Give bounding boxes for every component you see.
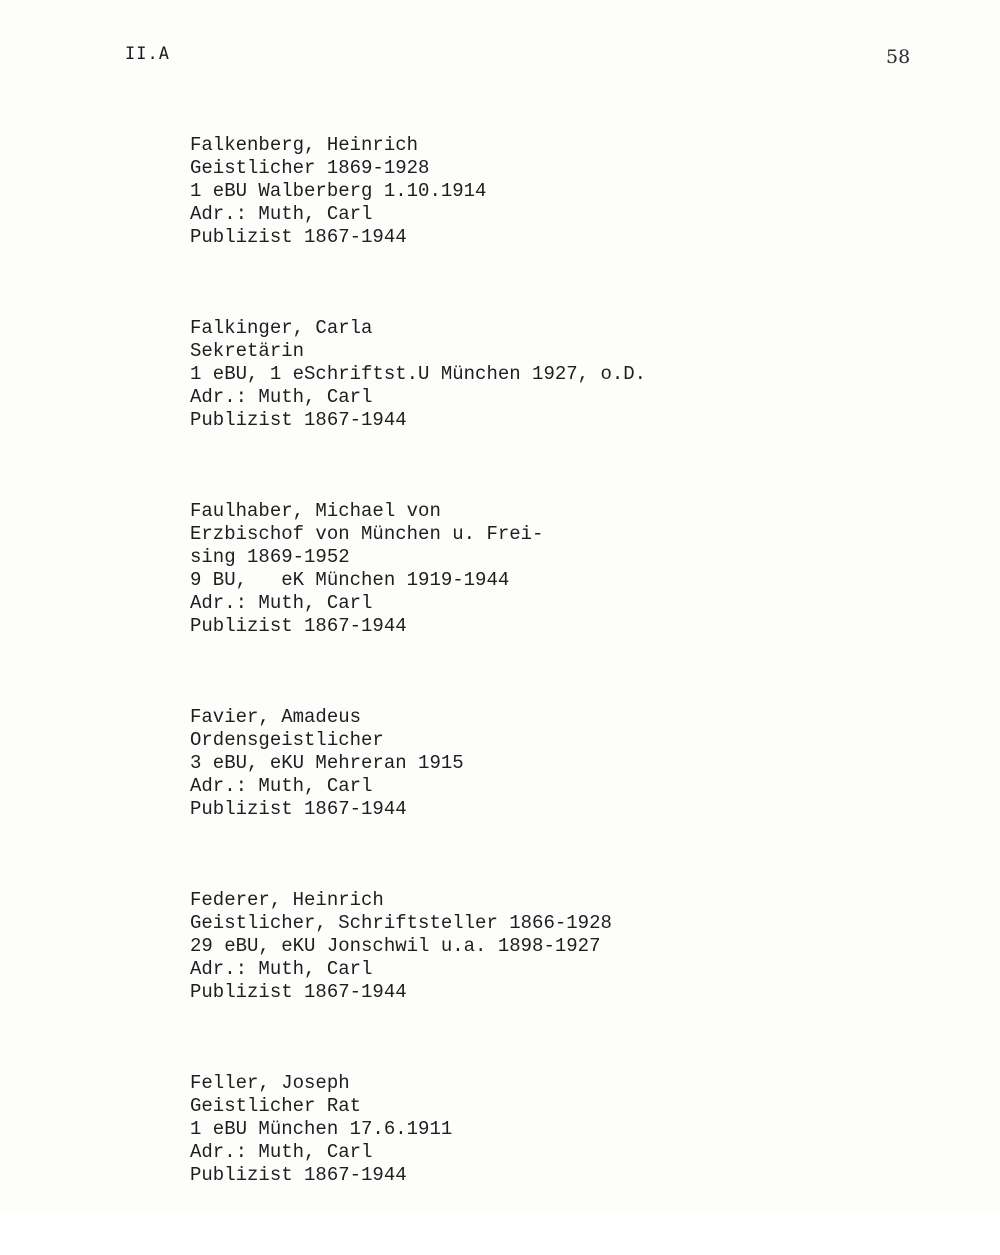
entry-role: Ordensgeistlicher: [190, 729, 384, 751]
entry-addressee-info: Publizist 1867-1944: [190, 1164, 407, 1186]
entry-holdings: 1 eBU München 17.6.1911: [190, 1118, 453, 1140]
entry-addressee: Adr.: Muth, Carl: [190, 386, 373, 408]
entry-name: Feller, Joseph: [190, 1072, 350, 1094]
entry-addressee: Adr.: Muth, Carl: [190, 203, 373, 225]
entry-addressee: Adr.: Muth, Carl: [190, 775, 373, 797]
entry-list: [190, 134, 950, 1255]
page-number: 58: [886, 46, 911, 68]
entry-role: Geistlicher Rat: [190, 1095, 362, 1117]
entry-federer: [190, 889, 950, 1004]
entry-name: Federer, Heinrich: [190, 889, 384, 911]
entry-favier: [190, 706, 950, 821]
entry-role: Geistlicher, Schriftsteller 1866-1928: [190, 912, 612, 934]
entry-feller: [190, 1072, 950, 1187]
entry-holdings: 1 eBU, 1 eSchriftst.U München 1927, o.D.: [190, 363, 647, 385]
entry-addressee: Adr.: Muth, Carl: [190, 1141, 373, 1163]
entry-name: Favier, Amadeus: [190, 706, 362, 728]
entry-addressee-info: Publizist 1867-1944: [190, 409, 407, 431]
entry-addressee-info: Publizist 1867-1944: [190, 981, 407, 1003]
entry-holdings: 3 eBU, eKU Mehreran 1915: [190, 752, 464, 774]
entry-role: Sekretärin: [190, 340, 305, 362]
section-label: II.A: [125, 44, 170, 64]
entry-faulhaber: [190, 500, 950, 638]
entry-addressee-info: Publizist 1867-1944: [190, 798, 407, 820]
entry-name: Falkinger, Carla: [190, 317, 373, 339]
entry-falkinger: [190, 317, 950, 432]
entry-addressee: Adr.: Muth, Carl: [190, 592, 373, 614]
entry-falkenberg: [190, 134, 950, 249]
entry-addressee-info: Publizist 1867-1944: [190, 226, 407, 248]
entry-name: Falkenberg, Heinrich: [190, 134, 419, 156]
entry-addressee-info: Publizist 1867-1944: [190, 615, 407, 637]
entry-role: Erzbischof von München u. Frei-: [190, 523, 544, 545]
entry-name: Faulhaber, Michael von: [190, 500, 441, 522]
entry-addressee: Adr.: Muth, Carl: [190, 958, 373, 980]
entry-role-continued: sing 1869-1952: [190, 546, 350, 568]
entry-holdings: 29 eBU, eKU Jonschwil u.a. 1898-1927: [190, 935, 601, 957]
entry-holdings: 1 eBU Walberberg 1.10.1914: [190, 180, 487, 202]
entry-holdings: 9 BU, eK München 1919-1944: [190, 569, 510, 591]
entry-role: Geistlicher 1869-1928: [190, 157, 430, 179]
